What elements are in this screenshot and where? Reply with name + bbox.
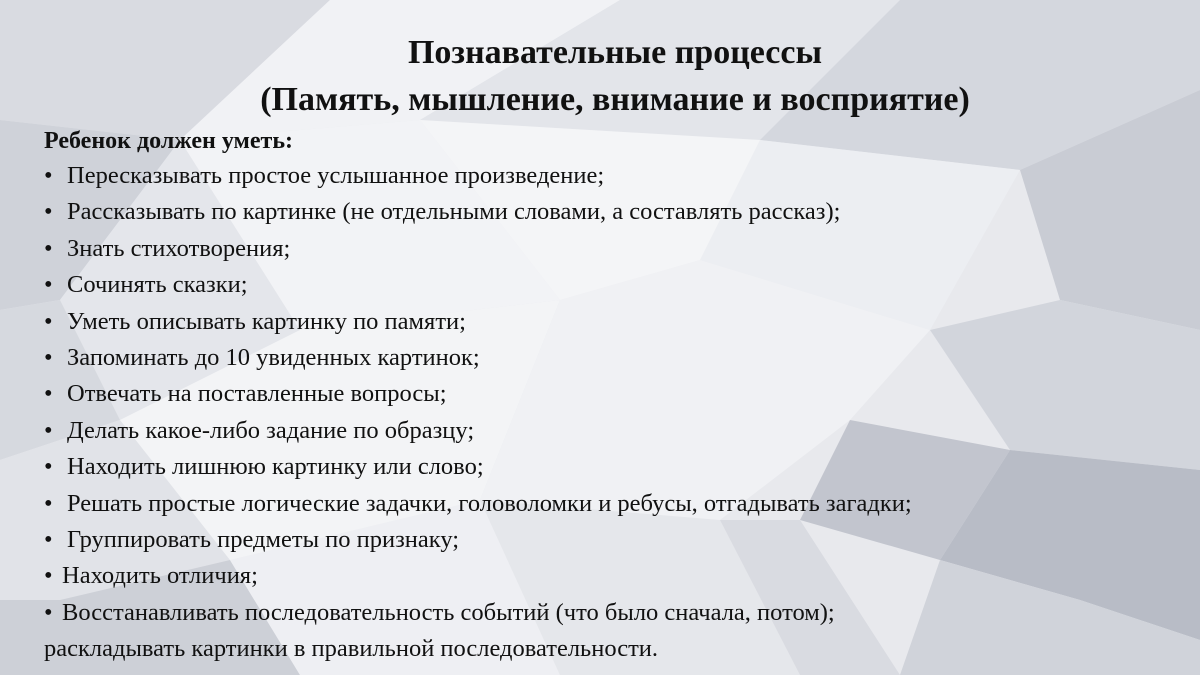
list-item-text: Находить отличия; — [62, 562, 258, 590]
bullet-icon: • — [44, 198, 53, 226]
bullet-icon: • — [44, 562, 53, 590]
list-item-text: Восстанавливать последовательность событий (что было сначала, потом); — [62, 598, 835, 626]
bullet-icon: • — [44, 307, 53, 335]
slide-subtitle: Ребенок должен уметь: — [44, 128, 293, 154]
bullet-icon: • — [44, 416, 53, 444]
list-item-text: Сочинять сказки; — [67, 271, 248, 299]
bullet-icon: • — [44, 453, 53, 481]
bullet-icon: • — [44, 380, 53, 408]
list-item-text: Запоминать до 10 увиденных картинок; — [67, 343, 480, 371]
list-item-text: Уметь описывать картинку по памяти; — [67, 307, 466, 335]
bullet-icon: • — [44, 271, 53, 299]
bullet-icon: • — [44, 234, 53, 262]
bullet-icon: • — [44, 525, 53, 553]
list-item-text: Решать простые логические задачки, головоломки и ребусы, отгадывать загадки; — [67, 489, 912, 517]
list-item-text: раскладывать картинки в правильной последовательности. — [44, 635, 659, 663]
list-item-text: Делать какое-либо задание по образцу; — [67, 416, 475, 444]
slide-title-line1: Познавательные процессы — [407, 34, 823, 71]
bullet-icon: • — [44, 598, 53, 626]
list-item-text: Рассказывать по картинке (не отдельными словами, а составлять рассказ); — [67, 198, 841, 226]
list-item-text: Знать стихотворения; — [67, 234, 291, 262]
list-item-text: Группировать предметы по признаку; — [67, 525, 460, 553]
bullet-icon: • — [44, 343, 53, 371]
list-item-text: Отвечать на поставленные вопросы; — [67, 380, 447, 408]
list-item-text: Пересказывать простое услышанное произведение; — [67, 162, 605, 189]
slide-title-line2: (Память, мышление, внимание и восприятие) — [260, 81, 970, 118]
bullet-icon: • — [44, 162, 53, 189]
bullet-icon: • — [44, 489, 53, 517]
list-item-text: Находить лишнюю картинку или слово; — [67, 453, 484, 481]
